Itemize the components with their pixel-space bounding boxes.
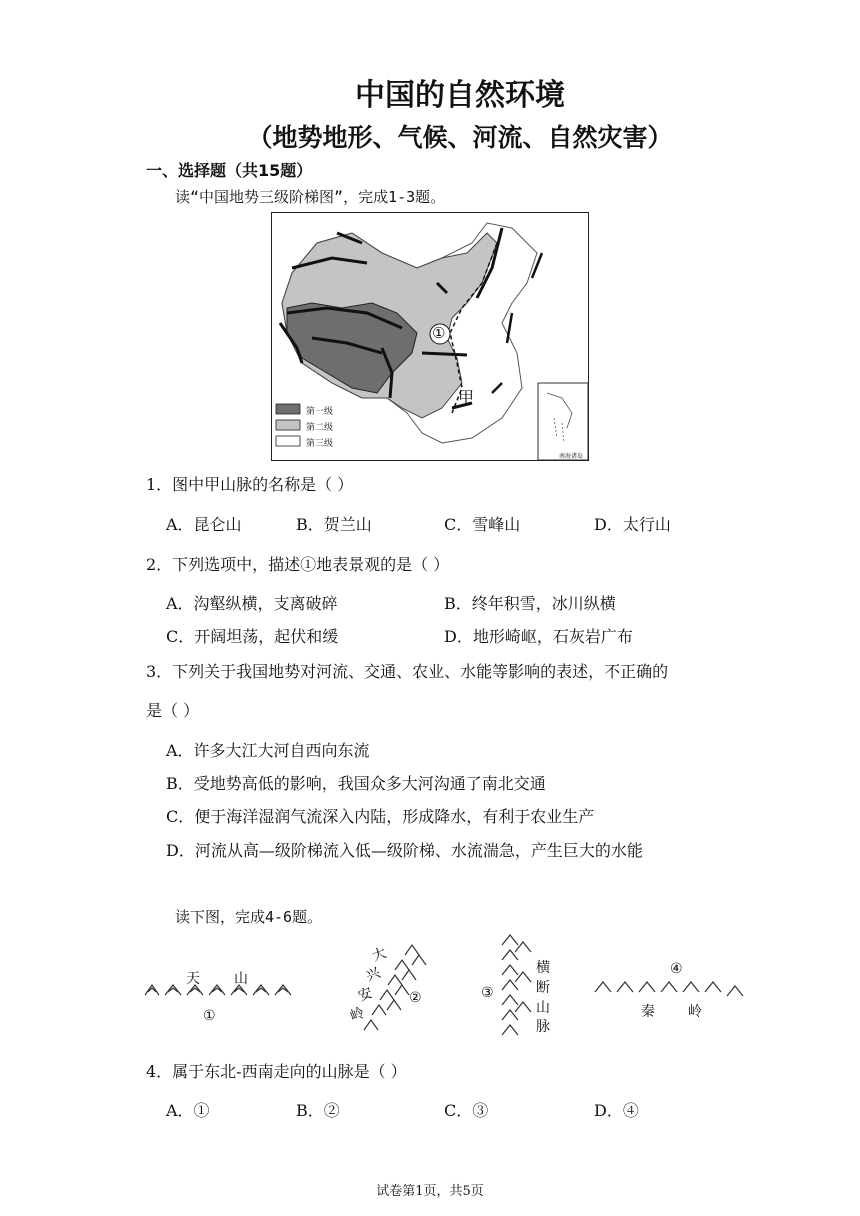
m3-label-3: 山 (536, 1000, 550, 1016)
section-heading: 一、选择题（共15题） (146, 161, 313, 180)
question-4-option-a: A．① (166, 1101, 210, 1120)
m4-number: ④ (670, 961, 683, 977)
question-4-option-b: B．② (296, 1101, 340, 1120)
map-marker-jia: 甲 (458, 388, 475, 407)
page-subtitle: （地势地形、气候、河流、自然灾害） (247, 123, 673, 152)
question-4-option-c: C．③ (444, 1101, 489, 1120)
intro-map-question: 读“中国地势三级阶梯图”，完成1-3题。 (175, 188, 446, 206)
m2-label-3: 安 (356, 985, 375, 1005)
page-title: 中国的自然环境 (355, 78, 565, 113)
m2-label-4: 岭 (348, 1005, 367, 1025)
question-3-stem-line1: 3．下列关于我国地势对河流、交通、农业、水能等影响的表述，不正确的 (146, 662, 669, 681)
question-3-option-c: C．便于海洋湿润气流深入内陆，形成降水，有利于农业生产 (166, 807, 595, 826)
hengduan-symbol (502, 935, 531, 1035)
m4-label-a: 秦 (641, 1004, 655, 1020)
question-4-option-d: D．④ (594, 1101, 639, 1120)
m2-label-1: 大 (370, 945, 389, 965)
question-3-option-b: B．受地势高低的影响，我国众多大河沟通了南北交通 (166, 774, 546, 793)
mountain-line (422, 353, 467, 355)
question-3-option-a: A．许多大江大河自西向东流 (166, 741, 370, 760)
legend-swatch-level3 (276, 436, 300, 446)
legend-swatch-level2 (276, 420, 300, 430)
legend-label-level1: 第一级 (306, 407, 334, 417)
question-1-stem: 1．图中甲山脉的名称是（ ） (146, 475, 354, 494)
map-marker-1: ① (432, 324, 446, 342)
legend-swatch-level1 (276, 404, 300, 414)
china-terrain-map (271, 212, 589, 461)
question-2-option-d: D．地形崎岖，石灰岩广布 (444, 627, 633, 646)
legend-label-level2: 第二级 (306, 423, 334, 433)
m3-label-2: 断 (536, 980, 550, 996)
m3-number: ③ (481, 985, 494, 1001)
tianshan-symbol (145, 985, 291, 995)
question-4-stem: 4．属于东北-西南走向的山脉是（ ） (146, 1062, 407, 1081)
m2-number: ② (409, 990, 422, 1006)
south-sea-inset (538, 383, 588, 460)
mountain-ranges-diagram (140, 930, 760, 1050)
question-3-option-d: D．河流从高—级阶梯流入低—级阶梯、水流湍急，产生巨大的水能 (166, 841, 643, 860)
question-1-option-a: A．昆仑山 (166, 515, 242, 534)
m1-label-a: 天 (186, 971, 200, 987)
question-1-option-b: B．贺兰山 (296, 515, 372, 534)
question-2-option-a: A．沟壑纵横，支离破碎 (166, 594, 338, 613)
question-2-stem: 2．下列选项中，描述①地表景观的是（ ） (146, 555, 450, 574)
question-1-option-c: C．雪峰山 (444, 515, 521, 534)
page-footer: 试卷第1页，共5页 (376, 1184, 484, 1199)
m3-label-4: 脉 (536, 1019, 550, 1035)
m1-label-b: 山 (234, 971, 248, 987)
m1-number: ① (203, 1008, 216, 1024)
inset-label: 南海诸岛 (559, 453, 584, 460)
intro-mountain-question: 读下图，完成4-6题。 (175, 908, 323, 926)
m2-label-2: 兴 (364, 965, 383, 985)
m3-label-1: 横 (536, 960, 550, 976)
question-2-option-b: B．终年积雪，冰川纵横 (444, 594, 616, 613)
qinling-symbol (595, 982, 743, 996)
legend-label-level3: 第三级 (306, 439, 334, 449)
question-3-stem-line2: 是（ ） (146, 701, 200, 720)
m4-label-b: 岭 (688, 1004, 702, 1020)
question-1-option-d: D．太行山 (594, 515, 671, 534)
question-2-option-c: C．开阔坦荡，起伏和缓 (166, 627, 339, 646)
